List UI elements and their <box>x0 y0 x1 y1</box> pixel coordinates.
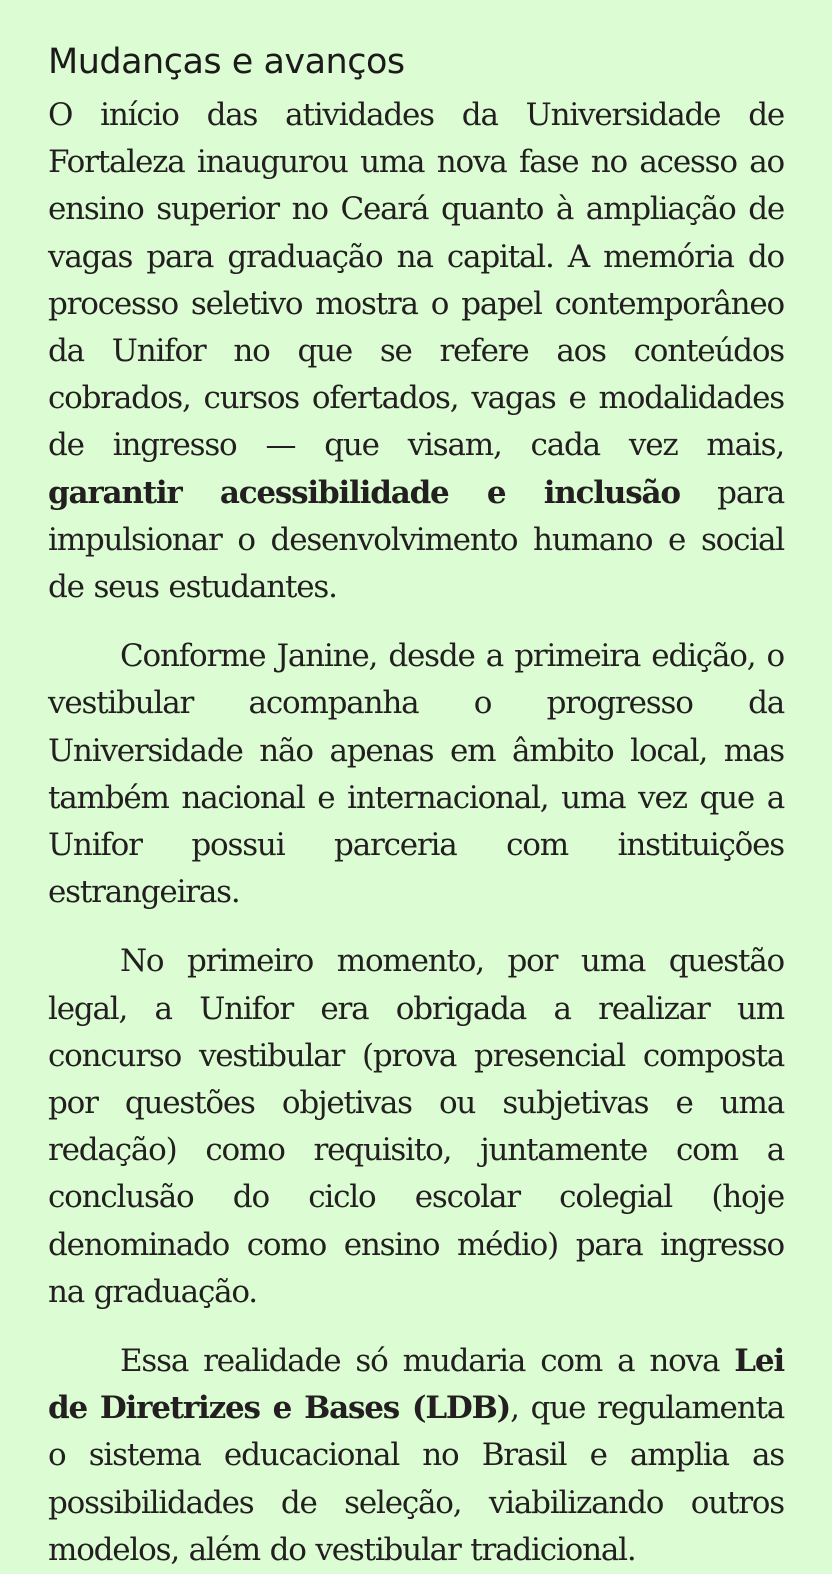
paragraph-4-text-end: , que regulamenta o sistema educacional no Brasil e amplia as possibilidades de seleção, viabilizando outros modelos, além do vestibular tradicional. <box>48 1390 784 1568</box>
paragraph-1-bold-phrase: garantir acessibilidade e inclusão <box>48 474 680 511</box>
section-heading: Mudanças e avanços <box>48 42 405 82</box>
paragraph-4-text-start: Essa realidade só mudaria com a nova <box>120 1343 735 1380</box>
paragraph-3: No primeiro momento, por uma questão legal, a Unifor era obrigada a realizar um concurso vestibular (prova presencial composta por questões objetivas ou subjetivas e uma redação) como requisito, juntamente com a conclusão do ciclo escolar colegial (hoje denominado como ensino médio) para ingresso na graduação. <box>48 943 784 1310</box>
paragraph-1-text-end: para impulsionar o desenvolvimento humano e social de seus estudantes. <box>48 474 784 606</box>
paragraph-1-text-start: O início das atividades da Universidade de Fortaleza inaugurou uma nova fase no acesso ao ensino superior no Ceará quanto à ampliação de vagas para graduação na capital. A memória do processo seletivo mostra o papel contemporâneo da Unifor no que se refere aos conteúdos cobrados, cursos ofertados, vagas e modalidades de ingresso — que visam, cada vez mais, <box>48 97 784 464</box>
paragraph-4-bold-phrase: Lei de Diretrizes e Bases (LDB) <box>48 1343 784 1427</box>
paragraph-2: Conforme Janine, desde a primeira edição, o vestibular acompanha o progresso da Universidade não apenas em âmbito local, mas também nacional e internacional, uma vez que a Unifor possui parceria com instituições estrangeiras. <box>48 638 784 911</box>
paragraph-4 <box>48 1338 784 1574</box>
paragraph-1 <box>48 92 784 611</box>
